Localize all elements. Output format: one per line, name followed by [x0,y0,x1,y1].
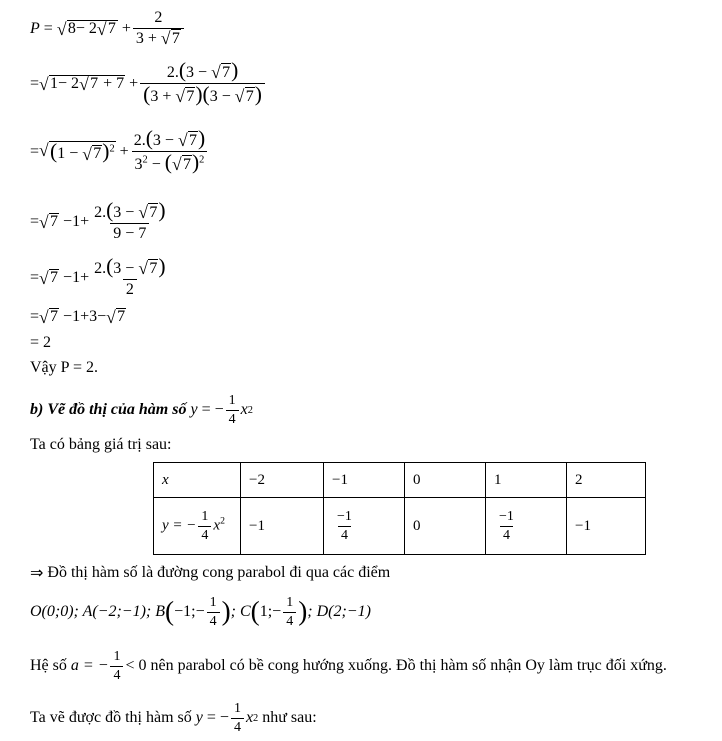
denominator: $3^2$ − (√ 7)$^2$ [132,151,208,175]
minus-sign: − [63,308,73,325]
denominator: 4 [198,526,211,545]
coef: 2. [94,204,107,221]
point-b-coords: −1;− [174,603,205,620]
draw-line [30,700,317,736]
numerator: −1 [337,509,352,524]
eq-line-7 [30,334,51,352]
var-y: y [190,401,198,418]
sqrt-expr [57,20,118,38]
points-o-a-b: O(0;0); A(−2;−1); B [30,603,166,620]
num-1: 1 [72,213,81,230]
numerator: −1 [499,509,514,524]
minus-sign: − [69,144,79,162]
coef-line [30,648,667,684]
num-3: 3 [89,308,98,325]
plus-sign: + [80,213,90,230]
fraction [283,594,296,630]
sqrt-expr [39,75,125,93]
plus-sign: + [121,19,131,37]
denominator: 4 [283,612,296,631]
num-7: 7 [90,74,99,92]
fraction [198,508,211,544]
numerator: 1 [209,595,217,610]
numerator: 1 [228,393,236,408]
exp: 2 [199,154,205,166]
fraction [133,8,184,49]
plus-sign: + [103,74,113,92]
draw-text: Ta vẽ được đồ thị hàm số [30,709,192,726]
coef-a: a = − [70,657,109,674]
exp: 2 [247,404,253,416]
numerator: 1 [113,649,121,664]
minus-two: − 2 [58,74,80,92]
num-1: 1 [57,144,66,162]
draw-tail: như sau: [262,709,317,726]
denominator: 4 [110,666,123,685]
eq-sign: = [201,401,211,418]
heading-text: b) Vẽ đồ thị của hàm số [30,401,187,418]
num-1: 1 [72,308,81,325]
var-x: x [213,517,221,534]
value-cell: −1 [241,498,324,555]
row-label: y = − [162,517,197,534]
num-7: 7 [50,308,59,325]
minus-sign: − [125,260,135,277]
num-7: 7 [222,64,231,81]
exp: 2 [142,154,148,166]
num-3: 3 [113,204,122,221]
fraction [140,60,265,107]
header-cell: 2 [567,463,646,498]
fraction [91,200,168,244]
var-x: x [245,709,254,726]
num-2: 2 [43,334,52,351]
exp: 2 [109,143,115,155]
plus-sign: + [119,142,129,160]
eq-sign: = [30,308,40,325]
eq-line-3 [30,128,210,175]
num-3: 3 [152,132,161,149]
table-row [154,498,646,555]
eq-sign: = [30,334,40,351]
num-3: 3 [150,88,159,105]
num-7: 7 [117,308,126,325]
num-7: 7 [171,30,180,47]
num-7: 7 [50,213,59,230]
var-p: P [30,19,40,37]
num-1: 1 [72,269,81,286]
minus-sign: − [198,64,208,81]
minus-sign: − [214,401,224,418]
eq-sign: = [30,142,40,160]
coef: 2. [94,260,107,277]
plus-sign: + [80,269,90,286]
header-cell: 1 [486,463,567,498]
eq-sign: = [30,269,40,286]
coef-prefix: Hệ số [30,657,67,674]
fraction [207,594,220,630]
exp: 2 [253,712,259,724]
var-y: y [195,709,203,726]
num-9: 9 [113,225,122,242]
eq-line-4 [30,200,171,244]
fraction [231,700,244,736]
denominator: 4 [231,718,244,737]
point-c-label: ; C [230,603,251,620]
header-cell: 0 [405,463,486,498]
row-label-cell [154,498,241,555]
denominator: (3 + √ 7)(3 − √ 7) [140,83,265,107]
num-7: 7 [149,204,158,221]
plus-sign: + [129,74,139,92]
num-7: 7 [107,19,116,37]
numerator: 1 [201,509,209,524]
header-cell: −1 [324,463,405,498]
denominator [133,28,184,49]
denominator: 4 [207,612,220,631]
denominator [110,223,149,244]
plus-sign: + [80,308,90,325]
num-7: 7 [188,132,197,149]
numerator: 1 [286,595,294,610]
value-cell: −1 [567,498,646,555]
numerator: 1 [233,701,241,716]
exp: 2 [220,515,225,527]
conclusion [30,359,98,377]
value-cell [324,498,405,555]
eq-line-6 [30,308,126,326]
coef: 2. [133,132,146,149]
coef: 2. [166,64,179,81]
fraction [131,128,208,175]
fraction [91,256,168,300]
numerator: 2 [154,9,163,26]
minus-sign: − [63,213,73,230]
minus-sign: − [221,88,231,105]
graph-text-line [30,563,390,582]
minus-sign: − [164,132,174,149]
header-cell: x [154,463,241,498]
minus-sign: − [125,204,135,221]
sqrt-expr: √ (1 − √ 7)$^2$ [39,141,116,163]
table-intro-text: Ta có bảng giá trị sau: [30,436,172,453]
minus-sign: − [63,269,73,286]
coef-lt: < 0 [125,657,147,674]
coef-text: nên parabol có bề cong hướng xuống. Đồ thị hàm số nhận Oy làm trục đối xứng. [150,657,667,674]
numerator: 2.(3 − √ 7) [131,128,208,151]
value-cell [486,498,567,555]
num-3: 3 [209,88,218,105]
num-3: 3 [113,260,122,277]
eq-line-1 [30,8,186,49]
table-intro [30,436,172,454]
fraction [110,648,123,684]
numerator: 2.(3 − √ 7) [91,256,168,279]
plus-sign: + [162,88,172,105]
value-table [153,462,646,555]
value-cell: 0 [405,498,486,555]
eq-sign: = [30,213,40,230]
eq-sign: = [43,19,53,37]
numerator: 2.(3 − √ 7) [91,200,168,223]
points-line: O(0;0); A(−2;−1); B ( −1;− $\frac{1}{4}$ ) ; C ( 1;− $\frac{1}{4}$ ) ; D(2;−1) [30,595,371,629]
plus-sign: + [147,30,157,47]
num-1: 1 [50,74,59,92]
num-3: 3 [134,156,143,173]
var-x: x [240,401,248,418]
eq-sign: = [206,709,216,726]
conclusion-text: Vậy P = 2. [30,359,98,376]
point-d: ; D(2;−1) [307,603,371,620]
denominator: 2 [123,279,137,300]
num-3: 3 [135,30,144,47]
num-7: 7 [93,144,102,162]
minus-sign: − [125,225,135,242]
part-b-heading [30,392,253,428]
num-8: 8 [67,19,76,37]
implies-icon: ⇒ [30,563,44,582]
graph-text: Đồ thị hàm số là đường cong parabol đi qua các điểm [47,563,391,581]
header-cell: −2 [241,463,324,498]
numerator: 2.(3 − √ 7) [164,60,241,83]
eq-line-5 [30,256,171,300]
eq-sign: = [30,74,40,92]
denominator: 4 [338,526,351,545]
num-3: 3 [186,64,195,81]
minus-two: − 2 [75,19,97,37]
num-7: 7 [138,225,147,242]
num-7: 7 [186,88,195,105]
minus-sign: − [151,156,161,173]
num-7: 7 [149,260,158,277]
num-7: 7 [116,74,125,92]
num-7: 7 [50,269,59,286]
fraction [226,392,239,428]
num-7: 7 [245,88,254,105]
denominator: 4 [226,410,239,429]
table-row [154,463,646,498]
minus-sign: − [97,308,107,325]
point-c-coords: 1;− [259,603,282,620]
denominator: 4 [500,526,513,545]
minus-sign: − [219,709,229,726]
num-7: 7 [182,156,191,173]
eq-line-2 [30,60,267,107]
